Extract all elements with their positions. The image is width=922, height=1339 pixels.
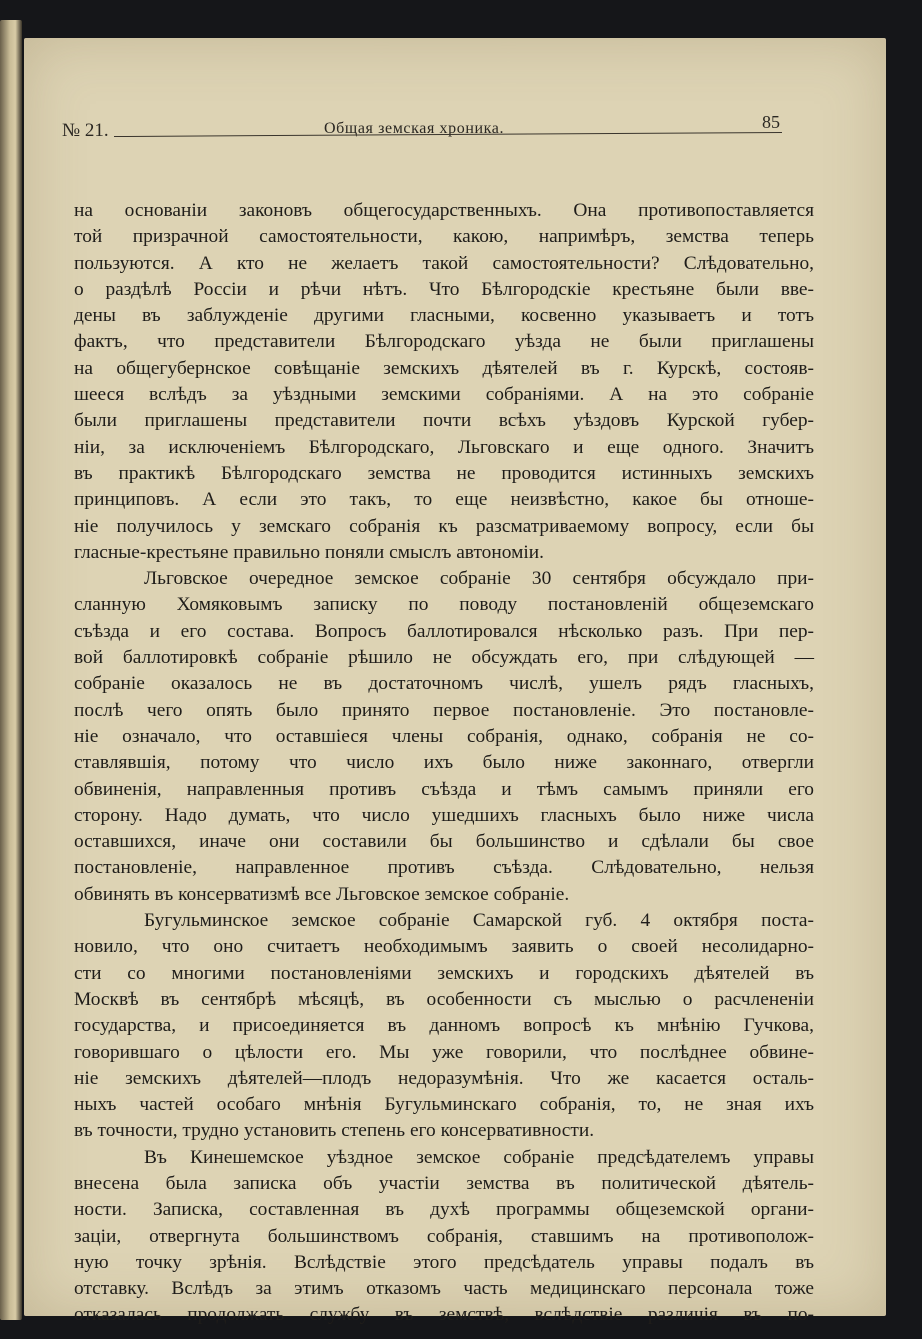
- text-line: принциповъ. А если это такъ, то еще неизвѣстно, какое бы отноше-: [74, 489, 814, 511]
- text-line: внесена была записка объ участіи земства въ политической дѣятель-: [74, 1172, 814, 1194]
- text-line: ности. Записка, составленная въ духѣ программы общеземской органи-: [74, 1199, 814, 1221]
- text-line: ную точку зрѣнія. Вслѣдствіе этого предсѣдатель управы подалъ въ: [74, 1251, 814, 1273]
- text-line: фактъ, что представители Бѣлгородскаго уѣзда не были приглашены: [74, 331, 814, 353]
- text-line: ніе земскихъ дѣятелей—плодъ недоразумѣнія. Что же касается осталь-: [74, 1067, 814, 1089]
- text-line: на общегубернское совѣщаніе земскихъ дѣятелей въ г. Курскѣ, состояв-: [74, 357, 814, 379]
- section-title: Общая земская хроника.: [324, 120, 505, 137]
- text-line: Льговское очередное земское собраніе 30 сентября обсуждало при-: [144, 568, 814, 590]
- text-line: обвинять въ консерватизмѣ все Льговское земское собраніе.: [74, 883, 570, 905]
- text-line: говорившаго о цѣлости его. Мы уже говорили, что послѣднее обвине-: [74, 1041, 814, 1063]
- book-page: [24, 38, 886, 1326]
- text-line: послѣ чего опять было принято первое постановленіе. Это постановле-: [74, 699, 814, 721]
- text-line: ныхъ частей особаго мнѣнія Бугульминскаго собранія, то, не зная ихъ: [74, 1094, 814, 1116]
- text-line: о раздѣлѣ Россіи и рѣчи нѣтъ. Что Бѣлгородскіе крестьяне были вве-: [74, 278, 814, 300]
- text-line: новило, что оно считаетъ необходимымъ заявить о своей несолидарно-: [74, 936, 814, 958]
- body-text: [74, 198, 814, 1329]
- text-line: Въ Кинешемское уѣздное земское собраніе предсѣдателемъ управы: [144, 1146, 814, 1168]
- text-line: сти со многими постановленіями земскихъ и городскихъ дѣятелей въ: [74, 962, 814, 984]
- running-header: [62, 112, 784, 142]
- text-line: ніи, за исключеніемъ Бѣлгородскаго, Льговскаго и еще одного. Значитъ: [74, 436, 814, 458]
- text-line: ніе получилось у земскаго собранія къ разсматриваемому вопросу, если бы: [74, 515, 814, 537]
- text-line: собраніе оказалось не въ достаточномъ числѣ, ушелъ рядъ гласныхъ,: [74, 673, 814, 695]
- text-line: сторону. Надо думать, что число ушедшихъ гласныхъ было ниже числа: [74, 804, 814, 826]
- text-line: дены въ заблужденіе другими гласными, косвенно указываетъ и тотъ: [74, 305, 814, 327]
- text-line: шееся вслѣдъ за уѣздными земскими собраніями. А на это собраніе: [74, 384, 814, 406]
- text-line: постановленіе, направленное противъ съѣзда. Слѣдовательно, нельзя: [74, 857, 814, 879]
- text-line: отказалась продолжать службу въ земствѣ, вслѣдствіе различія въ по-: [74, 1304, 814, 1326]
- text-line: были приглашены представители почти всѣхъ уѣздовъ Курской губер-: [74, 410, 814, 432]
- text-line: Москвѣ въ сентябрѣ мѣсяцѣ, въ особенности съ мыслью о расчлененіи: [74, 988, 814, 1010]
- text-line: обвиненія, направленныя противъ съѣзда и тѣмъ самымъ приняли его: [74, 778, 814, 800]
- text-line: той призрачной самостоятельности, какою, напримѣръ, земства теперь: [74, 226, 814, 248]
- text-line: заціи, отвергнута большинствомъ собранія, ставшимъ на противополож-: [74, 1225, 814, 1247]
- text-line: съѣзда и его состава. Вопросъ баллотировался нѣсколько разъ. При пер-: [74, 620, 814, 642]
- text-line: оставшихся, иначе они составили бы большинство и сдѣлали бы свое: [74, 831, 814, 853]
- text-line: гласные-крестьяне правильно поняли смыслъ автономіи.: [74, 541, 544, 563]
- text-line: пользуются. А кто не желаетъ такой самостоятельности? Слѣдовательно,: [74, 252, 814, 274]
- text-line: въ практикѣ Бѣлгородскаго земства не проводится истинныхъ земскихъ: [74, 462, 814, 484]
- text-line: отставку. Вслѣдъ за этимъ отказомъ часть медицинскаго персонала тоже: [74, 1278, 814, 1300]
- text-line: ставлявшія, потому что число ихъ было ниже законнаго, отвергли: [74, 752, 814, 774]
- text-line: государства, и присоединяется въ данномъ вопросѣ къ мнѣнію Гучкова,: [74, 1015, 814, 1037]
- text-line: сланную Хомяковымъ записку по поводу постановленій общеземскаго: [74, 594, 814, 616]
- page-number: 85: [762, 112, 780, 132]
- text-line: вой баллотировкѣ собраніе рѣшило не обсуждать его, при слѣдующей —: [74, 647, 814, 669]
- text-line: ніе означало, что оставшіеся члены собранія, однако, собранія не со-: [74, 725, 814, 747]
- text-line: въ точности, трудно установить степень его консервативности.: [74, 1120, 595, 1142]
- text-line: Бугульминское земское собраніе Самарской губ. 4 октября поста-: [144, 910, 814, 932]
- text-line: на основаніи законовъ общегосударственныхъ. Она противопоставляется: [74, 200, 814, 221]
- adjacent-page-edge: [0, 20, 22, 1320]
- issue-number: № 21.: [62, 120, 109, 141]
